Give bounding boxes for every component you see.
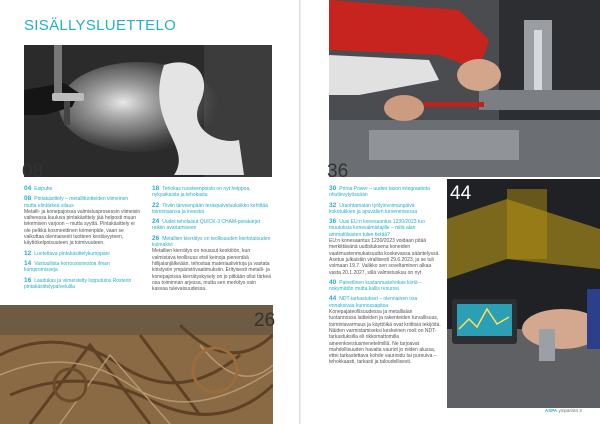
page-footer [545, 408, 582, 413]
toc-column-1 [24, 186, 142, 294]
toc-entry[interactable]: 36 Uusi EU:n konesaantus 1230/2023 tuo muutoksia konevalmistajille – mitä alan ammattilaisten tulee tietää? EU:n konesaantus 1230/2023 voidaan pitää merkittävänä uudistuksena koneiden vaatimustenmukaisuutta koskevassa sääntelyssä. Asetus julkaistiin virallisesti 29.6.2023, ja se tuli voimaan 19.7. Valikko sen soveltaminen alkaa vasta 20.1.2027, sillä valmistuskuu on nyt [329, 218, 440, 276]
footer-name: ympäristö [558, 408, 578, 413]
photo-spray-painting [24, 45, 272, 177]
toc-entry[interactable]: 44 NDT-tarkastukset – olennainen osa ennakoivaa kunnossapitoa Konepajateollisuudessa ja metallialan tuotannossa laitteiden ja rakenteiden turvallisuus, toimintavarmuus ja käyttöikä ovat kriittisiä tekijöitä. Näiden varmistamiseksi keskeinen rooli on NDT-tarkastuksilla eli rikkomattomilla aineenkoestusmenetelmillä. Ne tarjoavat mahdollisuuden havaita vauriot jo niiden alussa, ettei tarkastettava kohde vaurioidu tai pureuiva – tehokkaasti, tarkasti ja taloudellisesti. [329, 295, 441, 366]
photo-number: 36 [327, 161, 349, 182]
photo-scrap-metal [0, 305, 276, 424]
toc-entry[interactable]: 26 Metallien kierrätys on teollisuuden kiertotalouden kulmakivi Metallien kierrätys on noussut keskiöön, kun valmistava teollisuus etsii keinoja pienentää hiilijalanjälkeään, tehostaa materiaalivirtoja ja vastata kiristyviin ympäristövaatimuksiin. Erityisesti metalli- ja konepajoissa kierrätyskysely on jo pitkään ollut tärkeä osa toiminnan arjessa, mutta sen merkitys vain kasvaa tulevaisuudessa. [152, 234, 271, 293]
toc-entry[interactable]: 32 Uraohtamatan työlyinvoimanpäivä kokotukkien ja apuvälien turvenmisessa [329, 201, 418, 215]
toc-entry[interactable]: 08 Pintakäsittely – metallituotteiden viimeinen mutta elintärkeä silaus Metalli- ja konepajoissa valmistusprosessin viimeisin vaiheessa kuuluva pintakäsittely jää helposti muun tekemisen varjoon – mutta syyttä. Pintakäsittely ei ole pelkkä kosmeettinen toimenpide, vaan se vaikuttaa olennaisesti tuotteen kestävyyteen, käyttökelpoisuuteen ja toimivuuteen. [24, 195, 141, 247]
photo-number: 44 [450, 183, 472, 204]
toc-entry[interactable]: 14 Vastuullista korroosionestoa ilman kompromisseja [24, 259, 110, 274]
photo-machining [329, 0, 600, 177]
toc-entry[interactable]: 12 Luotettava pintakäsittelykumppani [24, 249, 110, 257]
toc-entry[interactable]: 22 Tiiviin tärveenpään teräspalveluuksikko kehittää toimintaansa ja investoi [152, 201, 268, 215]
photo-number: 26 [254, 310, 276, 331]
page-title: SISÄLLYSLUETTELO [24, 17, 177, 34]
toc-entry[interactable]: 16 Laadukas ja viimeistelty lopputulos Rosterin pintakäsittelypalveluilla [24, 276, 132, 290]
toc-entry[interactable]: 04 Esipuhe [24, 185, 53, 192]
toc-column-3 [329, 186, 441, 370]
toc-entry[interactable]: 24 Uudet teholaisut QUICK-3 CHAM-porakärjet reikiin avartamiseen [152, 218, 261, 232]
toc-entry[interactable]: 30 Prima Power – uuden tason integraatiota ohutlevytyössään [329, 185, 430, 199]
toc-entry[interactable]: 40 Painetlinen kustannustehokas kiirtä – nokymätön mutta kallis resurssi [329, 278, 422, 293]
page-number: 3 [579, 408, 582, 413]
toc-column-2 [152, 186, 272, 296]
toc-entry[interactable]: 18 Tehokas ruosteenpoisto on nyt helppoa, nykyaikaista ja tehokasta [152, 185, 251, 199]
photo-number: 08 [22, 161, 44, 182]
page-gutter [299, 0, 301, 424]
photo-ndt-inspection [447, 179, 600, 408]
footer-brand: ASPA [545, 408, 558, 413]
